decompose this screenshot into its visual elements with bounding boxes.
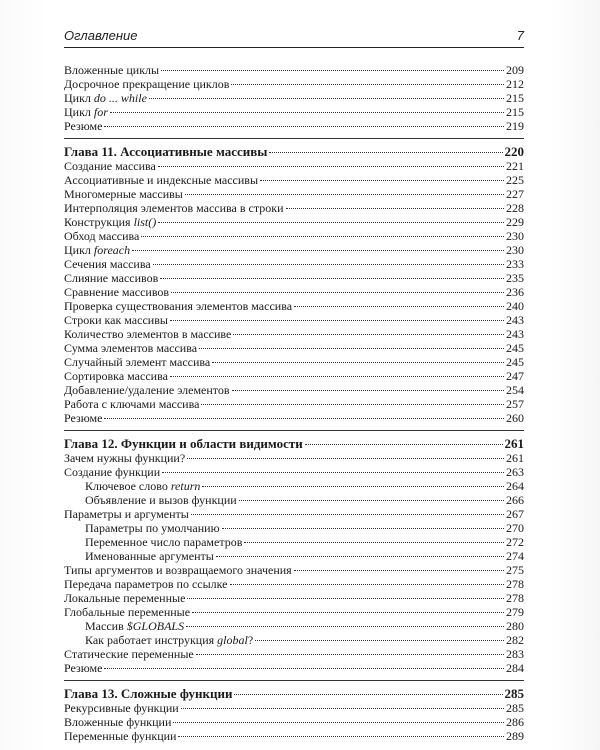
toc-entry-title-text: Работа с ключами массива bbox=[64, 397, 200, 411]
toc-chapter-entry bbox=[64, 437, 524, 450]
toc-leader-dots bbox=[294, 306, 504, 307]
toc-page-number: 272 bbox=[506, 535, 524, 549]
toc-entry-title bbox=[64, 687, 232, 700]
toc-page-number: 275 bbox=[506, 563, 524, 577]
toc-entry-title-text: Проверка существования элементов массива bbox=[64, 299, 293, 313]
toc-page-number: 263 bbox=[506, 465, 524, 479]
toc-leader-dots bbox=[104, 668, 504, 669]
toc-entry bbox=[64, 300, 524, 313]
toc-leader-dots bbox=[255, 640, 504, 641]
toc-entry bbox=[64, 230, 524, 243]
toc-entry-title-text: Слияние массивов bbox=[64, 271, 159, 285]
toc-leader-dots bbox=[187, 458, 504, 459]
toc-entry bbox=[64, 384, 524, 397]
toc-chapter-entry bbox=[64, 145, 524, 158]
toc-entry bbox=[64, 494, 524, 507]
toc-leader-dots bbox=[230, 584, 504, 585]
toc-page-number: 267 bbox=[506, 507, 524, 521]
toc-page-number: 284 bbox=[506, 661, 524, 675]
toc-entry-title-text: Добавление/удаление элементов bbox=[64, 383, 230, 397]
toc-entry-title-text: Типы аргументов и возвращаемого значения bbox=[64, 563, 292, 577]
toc-entry-title bbox=[64, 120, 102, 133]
toc-entry-title-code: $GLOBALS bbox=[126, 619, 185, 633]
toc-leader-dots bbox=[104, 126, 504, 127]
toc-entry-title bbox=[64, 564, 292, 577]
toc-entry-title bbox=[85, 536, 242, 549]
toc-entry bbox=[64, 202, 524, 215]
toc-page-number: 261 bbox=[504, 436, 524, 451]
toc-entry bbox=[64, 328, 524, 341]
toc-entry bbox=[64, 342, 524, 355]
toc-entry-title bbox=[64, 384, 230, 397]
toc-entry bbox=[64, 730, 524, 743]
toc-entry-title bbox=[85, 480, 200, 493]
toc-entry-title-text: Создание массива bbox=[64, 159, 156, 173]
toc-entry-title bbox=[64, 592, 185, 605]
toc-entry-title-text: Резюме bbox=[64, 661, 103, 675]
toc-leader-dots bbox=[153, 264, 504, 265]
toc-entry-title bbox=[64, 78, 229, 91]
toc-leader-dots bbox=[141, 236, 504, 237]
toc-entry bbox=[64, 398, 524, 411]
toc-entry-title bbox=[64, 578, 228, 591]
toc-entry bbox=[64, 314, 524, 327]
toc-entry-title bbox=[64, 466, 160, 479]
toc-page-number: 243 bbox=[506, 327, 524, 341]
toc-leader-dots bbox=[191, 514, 504, 515]
toc-entry-title bbox=[64, 716, 171, 729]
toc-entry-title bbox=[64, 702, 179, 715]
toc-entry-title-text: Обход массива bbox=[64, 229, 140, 243]
toc-entry-title bbox=[64, 508, 189, 521]
toc-page-number: 243 bbox=[506, 313, 524, 327]
toc-entry-title bbox=[64, 730, 176, 743]
toc-page-number: 215 bbox=[506, 105, 524, 119]
toc-leader-dots bbox=[160, 278, 504, 279]
toc-entry-title-text: Вложенные циклы bbox=[64, 63, 160, 77]
toc-entry-title-text: Цикл bbox=[64, 243, 94, 257]
toc-entry-title-text: Резюме bbox=[64, 119, 103, 133]
toc-leader-dots bbox=[192, 612, 504, 613]
toc-page-number: 278 bbox=[506, 577, 524, 591]
toc-entry-title-text: Массив bbox=[85, 619, 127, 633]
toc-entry-title bbox=[64, 188, 183, 201]
toc-page-number: 279 bbox=[506, 605, 524, 619]
toc-page-number: 289 bbox=[506, 729, 524, 743]
toc-entry-title bbox=[85, 620, 184, 633]
toc-leader-dots bbox=[216, 556, 504, 557]
toc-page-number: 285 bbox=[506, 701, 524, 715]
toc-entry bbox=[64, 64, 524, 77]
toc-page-number: 240 bbox=[506, 299, 524, 313]
toc-entry bbox=[64, 272, 524, 285]
toc-entry bbox=[64, 356, 524, 369]
toc-entry-title-text: Сумма элементов массива bbox=[64, 341, 198, 355]
toc-leader-dots bbox=[201, 404, 504, 405]
toc-page-number: 212 bbox=[506, 77, 524, 91]
toc-entry-title-text: Строки как массивы bbox=[64, 313, 168, 327]
toc-entry bbox=[64, 174, 524, 187]
toc-page-number: 286 bbox=[506, 715, 524, 729]
toc-entry-title-code: foreach bbox=[93, 243, 131, 257]
toc-entry bbox=[64, 480, 524, 493]
toc-entry-title-text: Рекурсивные функции bbox=[64, 701, 179, 715]
toc-leader-dots bbox=[132, 250, 504, 251]
toc-entry-title bbox=[64, 606, 190, 619]
running-head bbox=[64, 28, 524, 43]
toc-entry bbox=[64, 244, 524, 257]
toc-entry-title-text: Количество элементов в массиве bbox=[64, 327, 232, 341]
toc-leader-dots bbox=[181, 708, 504, 709]
toc-entry bbox=[64, 578, 524, 591]
toc-entry-title bbox=[64, 145, 267, 158]
toc-page-number: 215 bbox=[506, 91, 524, 105]
toc-leader-dots bbox=[294, 570, 504, 571]
toc-entry bbox=[64, 592, 524, 605]
toc-page-number: 235 bbox=[506, 271, 524, 285]
toc-entry-title-text: Как работает инструкция bbox=[85, 633, 218, 647]
toc-entry bbox=[64, 216, 524, 229]
toc-entry-title-code: for bbox=[93, 105, 108, 119]
toc-entry-title-code: do ... while bbox=[93, 91, 147, 105]
toc-entry bbox=[64, 370, 524, 383]
toc-page-number: 221 bbox=[506, 159, 524, 173]
toc-entry-title-text: Локальные переменные bbox=[64, 591, 186, 605]
toc-entry-title-text: Объявление и вызов функции bbox=[85, 493, 237, 507]
toc-entry-title bbox=[85, 550, 214, 563]
toc-leader-dots bbox=[222, 528, 504, 529]
toc-entry-title bbox=[64, 244, 130, 257]
toc-entry bbox=[64, 702, 524, 715]
section-separator bbox=[64, 430, 524, 431]
toc-entry-title-text: Сравнение массивов bbox=[64, 285, 170, 299]
toc-entry bbox=[64, 648, 524, 661]
toc-leader-dots bbox=[185, 194, 504, 195]
toc-page-number: 282 bbox=[506, 633, 524, 647]
section-separator bbox=[64, 138, 524, 139]
toc-leader-dots bbox=[158, 166, 504, 167]
toc-page-number: 219 bbox=[506, 119, 524, 133]
toc-entry bbox=[64, 92, 524, 105]
toc-entry-title bbox=[64, 370, 168, 383]
toc-leader-dots bbox=[286, 208, 504, 209]
toc-page-number: 236 bbox=[506, 285, 524, 299]
toc-leader-dots bbox=[233, 334, 504, 335]
toc-leader-dots bbox=[196, 654, 504, 655]
toc-entry-title-text: Зачем нужны функции? bbox=[64, 451, 186, 465]
toc-entry-title bbox=[64, 437, 303, 450]
toc-entry bbox=[64, 536, 524, 549]
toc-entry-title bbox=[64, 216, 156, 229]
toc-leader-dots bbox=[178, 736, 504, 737]
toc-entry-title-code: list() bbox=[133, 215, 157, 229]
toc-entry-title bbox=[64, 314, 168, 327]
toc-page-number: 227 bbox=[506, 187, 524, 201]
toc-page-number: 254 bbox=[506, 383, 524, 397]
toc-page-number: 225 bbox=[506, 173, 524, 187]
toc-entry-title bbox=[64, 258, 151, 271]
toc-page-number: 283 bbox=[506, 647, 524, 661]
toc-leader-dots bbox=[234, 694, 502, 695]
running-head-title: Оглавление bbox=[64, 28, 138, 43]
toc-entry-title-text: Глава 12. Функции и области видимости bbox=[64, 436, 303, 451]
toc-entry-title-text: Именованные аргументы bbox=[85, 549, 214, 563]
toc-leader-dots bbox=[158, 222, 504, 223]
toc-entry bbox=[64, 522, 524, 535]
toc-leader-dots bbox=[239, 500, 504, 501]
toc-entry bbox=[64, 716, 524, 729]
toc-leader-dots bbox=[104, 418, 504, 419]
toc-entry-title-text: Цикл bbox=[64, 91, 94, 105]
toc-entry bbox=[64, 412, 524, 425]
toc-leader-dots bbox=[202, 486, 504, 487]
toc-entry-title-text: Интерполяция элементов массива в строки bbox=[64, 201, 284, 215]
toc-entry-title bbox=[64, 300, 292, 313]
toc-leader-dots bbox=[170, 376, 504, 377]
toc-entry-title-text: Глава 11. Ассоциативные массивы bbox=[64, 144, 268, 159]
toc-entry-title-code: return bbox=[170, 479, 201, 493]
toc-page-number: 220 bbox=[504, 144, 524, 159]
toc-leader-dots bbox=[212, 362, 504, 363]
toc-entry-title bbox=[64, 272, 158, 285]
toc-entry bbox=[64, 188, 524, 201]
toc-entry-title bbox=[64, 398, 199, 411]
toc-page-number: 245 bbox=[506, 355, 524, 369]
toc-entry-title-text: Параметры по умолчанию bbox=[85, 521, 220, 535]
toc-entry-title bbox=[64, 202, 284, 215]
toc-leader-dots bbox=[149, 98, 504, 99]
toc-page-number: 247 bbox=[506, 369, 524, 383]
toc-entry-title-text: Ассоциативные и индексные массивы bbox=[64, 173, 259, 187]
toc-leader-dots bbox=[199, 348, 504, 349]
toc-page-number: 280 bbox=[506, 619, 524, 633]
toc-entry-title bbox=[85, 634, 253, 647]
toc-entry-title-text: Передача параметров по ссылке bbox=[64, 577, 228, 591]
toc-entry bbox=[64, 258, 524, 271]
toc-entry-title bbox=[64, 342, 197, 355]
toc-entry bbox=[64, 452, 524, 465]
toc-leader-dots bbox=[305, 444, 503, 445]
toc-entry bbox=[64, 606, 524, 619]
toc-page-number: 274 bbox=[506, 549, 524, 563]
toc-entry-title-text: Цикл bbox=[64, 105, 94, 119]
toc-entry-title-text: Переменное число параметров bbox=[85, 535, 243, 549]
toc-page-number: 229 bbox=[506, 215, 524, 229]
toc-entry bbox=[64, 466, 524, 479]
toc-page-number: 257 bbox=[506, 397, 524, 411]
toc-page-number: 266 bbox=[506, 493, 524, 507]
toc-leader-dots bbox=[231, 84, 504, 85]
toc-page-number: 264 bbox=[506, 479, 524, 493]
toc-entry bbox=[64, 620, 524, 633]
toc-leader-dots bbox=[162, 472, 504, 473]
toc-entry-title bbox=[64, 648, 194, 661]
toc-leader-dots bbox=[161, 70, 504, 71]
toc-page-number: 209 bbox=[506, 63, 524, 77]
toc-entry-title-text: Сечения массива bbox=[64, 257, 151, 271]
toc-entry-title bbox=[64, 230, 139, 243]
toc-entry-title-text: Статические переменные bbox=[64, 647, 194, 661]
toc-entry-title-text: Многомерные массивы bbox=[64, 187, 183, 201]
toc-entry-title bbox=[64, 160, 156, 173]
toc-entry-title-text: Создание функции bbox=[64, 465, 161, 479]
toc-entry bbox=[64, 508, 524, 521]
toc-entry-title bbox=[64, 412, 102, 425]
toc-leader-dots bbox=[110, 112, 504, 113]
toc-page-number: 261 bbox=[506, 451, 524, 465]
toc-entry-title-text: Вложенные функции bbox=[64, 715, 172, 729]
toc-page-number: 233 bbox=[506, 257, 524, 271]
toc-entry bbox=[64, 634, 524, 647]
toc-entry-title-code: global bbox=[217, 633, 248, 647]
toc-leader-dots bbox=[260, 180, 504, 181]
toc-page-number: 245 bbox=[506, 341, 524, 355]
toc-entry-title-text: Конструкция bbox=[64, 215, 134, 229]
toc-entry bbox=[64, 160, 524, 173]
toc-leader-dots bbox=[244, 542, 504, 543]
toc-entry-title-suffix: ? bbox=[247, 633, 254, 647]
toc-entry bbox=[64, 564, 524, 577]
toc-entry-title-text: Глава 13. Сложные функции bbox=[64, 686, 233, 701]
toc-entry bbox=[64, 550, 524, 563]
toc-entry-title bbox=[64, 286, 169, 299]
toc-leader-dots bbox=[187, 598, 504, 599]
section-separator bbox=[64, 680, 524, 681]
toc-entry-title-text: Переменные функции bbox=[64, 729, 177, 743]
toc-leader-dots bbox=[269, 152, 502, 153]
toc-entry-title-text: Резюме bbox=[64, 411, 103, 425]
toc-page-number: 260 bbox=[506, 411, 524, 425]
toc-entry-title bbox=[64, 106, 108, 119]
toc-entry bbox=[64, 286, 524, 299]
toc-entry-title bbox=[64, 92, 147, 105]
toc-entry-title-text: Сортировка массива bbox=[64, 369, 168, 383]
toc-entry bbox=[64, 120, 524, 133]
toc-entry bbox=[64, 78, 524, 91]
toc-entry bbox=[64, 662, 524, 675]
toc-page-number: 230 bbox=[506, 243, 524, 257]
toc-leader-dots bbox=[232, 390, 504, 391]
toc-page-number: 278 bbox=[506, 591, 524, 605]
toc-chapter-entry bbox=[64, 687, 524, 700]
toc-entry-title-text: Случайный элемент массива bbox=[64, 355, 211, 369]
toc-page-number: 270 bbox=[506, 521, 524, 535]
toc-leader-dots bbox=[170, 320, 504, 321]
toc-leader-dots bbox=[186, 626, 504, 627]
toc-entry-title bbox=[64, 174, 258, 187]
toc-entry-title-text: Параметры и аргументы bbox=[64, 507, 189, 521]
toc-entry-title bbox=[64, 64, 159, 77]
toc-entry-title bbox=[64, 452, 185, 465]
toc-entry-title-text: Ключевое слово bbox=[85, 479, 171, 493]
toc-leader-dots bbox=[173, 722, 504, 723]
running-head-page-number: 7 bbox=[516, 28, 524, 43]
toc-entry bbox=[64, 106, 524, 119]
toc-entry-title bbox=[85, 522, 220, 535]
toc-entry-title-text: Досрочное прекращение циклов bbox=[64, 77, 230, 91]
running-head-rule bbox=[64, 47, 524, 48]
toc-entry-title bbox=[64, 356, 210, 369]
toc-entry-title bbox=[85, 494, 237, 507]
toc-entry-title bbox=[64, 328, 231, 341]
toc-entry-title bbox=[64, 662, 102, 675]
toc-page-number: 285 bbox=[504, 686, 524, 701]
toc-page-number: 230 bbox=[506, 229, 524, 243]
toc-leader-dots bbox=[171, 292, 504, 293]
toc-page-number: 228 bbox=[506, 201, 524, 215]
toc-entry-title-text: Глобальные переменные bbox=[64, 605, 191, 619]
